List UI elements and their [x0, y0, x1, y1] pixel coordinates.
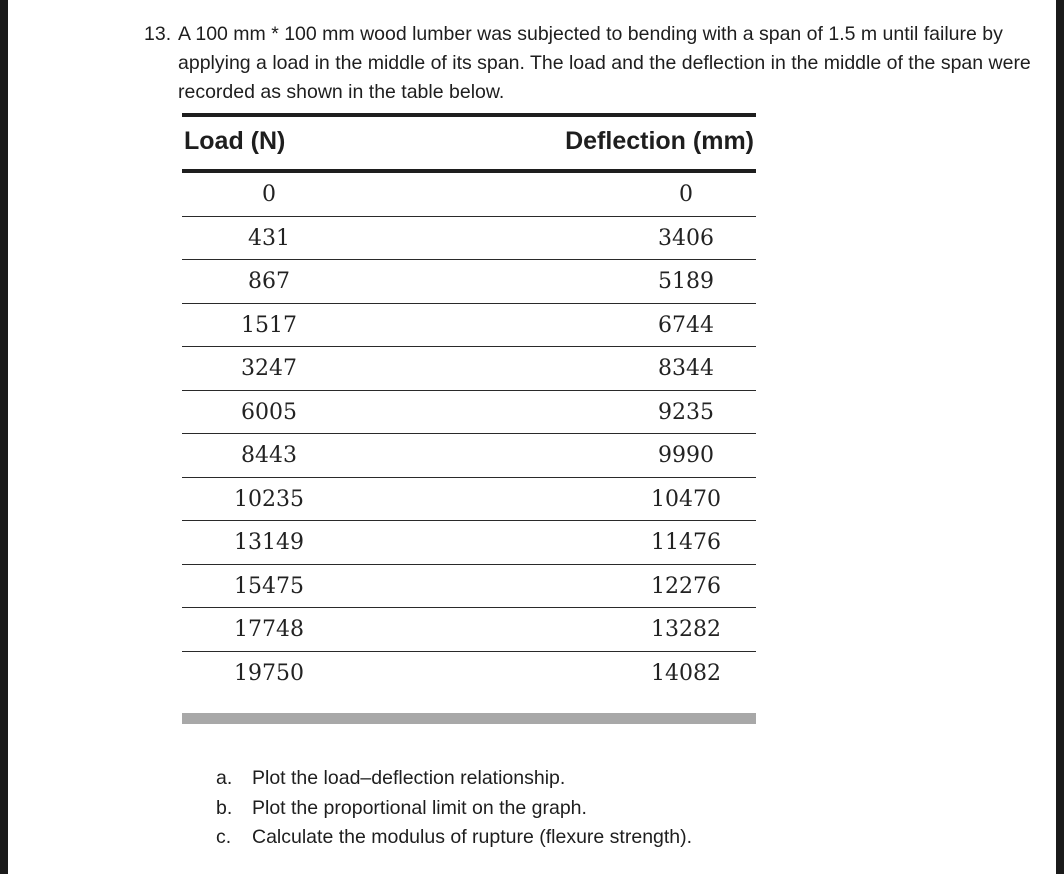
- table-row: [182, 347, 756, 391]
- cell-deflection: 9235: [658, 399, 714, 425]
- question-text: Plot the proportional limit on the graph.: [252, 796, 587, 819]
- table-row: [182, 434, 756, 478]
- table-row: [182, 304, 756, 348]
- header-load: Load (N): [184, 127, 286, 155]
- cell-load: 13149: [234, 530, 304, 555]
- cell-load: 867: [248, 269, 290, 294]
- problem-number: 13.: [144, 23, 172, 45]
- cell-deflection: 0: [679, 182, 693, 207]
- load-deflection-table: [182, 113, 756, 694]
- cell-deflection: 14082: [651, 660, 721, 686]
- question-text: Calculate the modulus of rupture (flexure strength).: [252, 826, 693, 848]
- question-label: a.: [216, 767, 233, 789]
- problem-statement: [144, 20, 1034, 107]
- table-row: [182, 173, 756, 217]
- table-header-row: [182, 117, 756, 169]
- table-row: [182, 521, 756, 565]
- cell-deflection: 3406: [658, 225, 714, 251]
- question-label: b.: [216, 796, 233, 819]
- cell-deflection: 6744: [658, 312, 714, 338]
- cell-deflection: 9990: [658, 443, 714, 468]
- question-text: Plot the load–deflection relationship.: [252, 767, 566, 789]
- cell-load: 0: [262, 182, 276, 207]
- cell-deflection: 8344: [658, 356, 714, 381]
- document-page: [8, 0, 1056, 874]
- question-label: c.: [216, 826, 232, 848]
- cell-load: 19750: [234, 660, 304, 686]
- cell-load: 15475: [234, 573, 304, 599]
- table-bottom-bar: [182, 713, 756, 724]
- cell-load: 6005: [241, 399, 297, 425]
- cell-load: 17748: [234, 617, 304, 642]
- cell-deflection: 11476: [651, 530, 721, 555]
- cell-load: 1517: [241, 312, 297, 338]
- table-row: [182, 260, 756, 304]
- table-row: [182, 652, 756, 695]
- table-row: [182, 478, 756, 522]
- cell-deflection: 5189: [658, 269, 714, 294]
- cell-load: 431: [248, 225, 290, 251]
- header-deflection: Deflection (mm): [565, 127, 754, 155]
- cell-load: 3247: [241, 356, 297, 381]
- cell-load: 10235: [234, 486, 304, 512]
- cell-deflection: 13282: [651, 617, 721, 642]
- table-row: [182, 608, 756, 652]
- cell-load: 8443: [241, 443, 297, 468]
- cell-deflection: 12276: [651, 573, 721, 599]
- table-row: [182, 391, 756, 435]
- table-row: [182, 565, 756, 609]
- problem-text: A 100 mm * 100 mm wood lumber was subjected to bending with a span of 1.5 m until failure by applying a load in the middle of its span. The load and the deflection in the middle of the span were recorded as shown in the table below.: [178, 23, 1031, 103]
- table-row: [182, 217, 756, 261]
- cell-deflection: 10470: [651, 486, 721, 512]
